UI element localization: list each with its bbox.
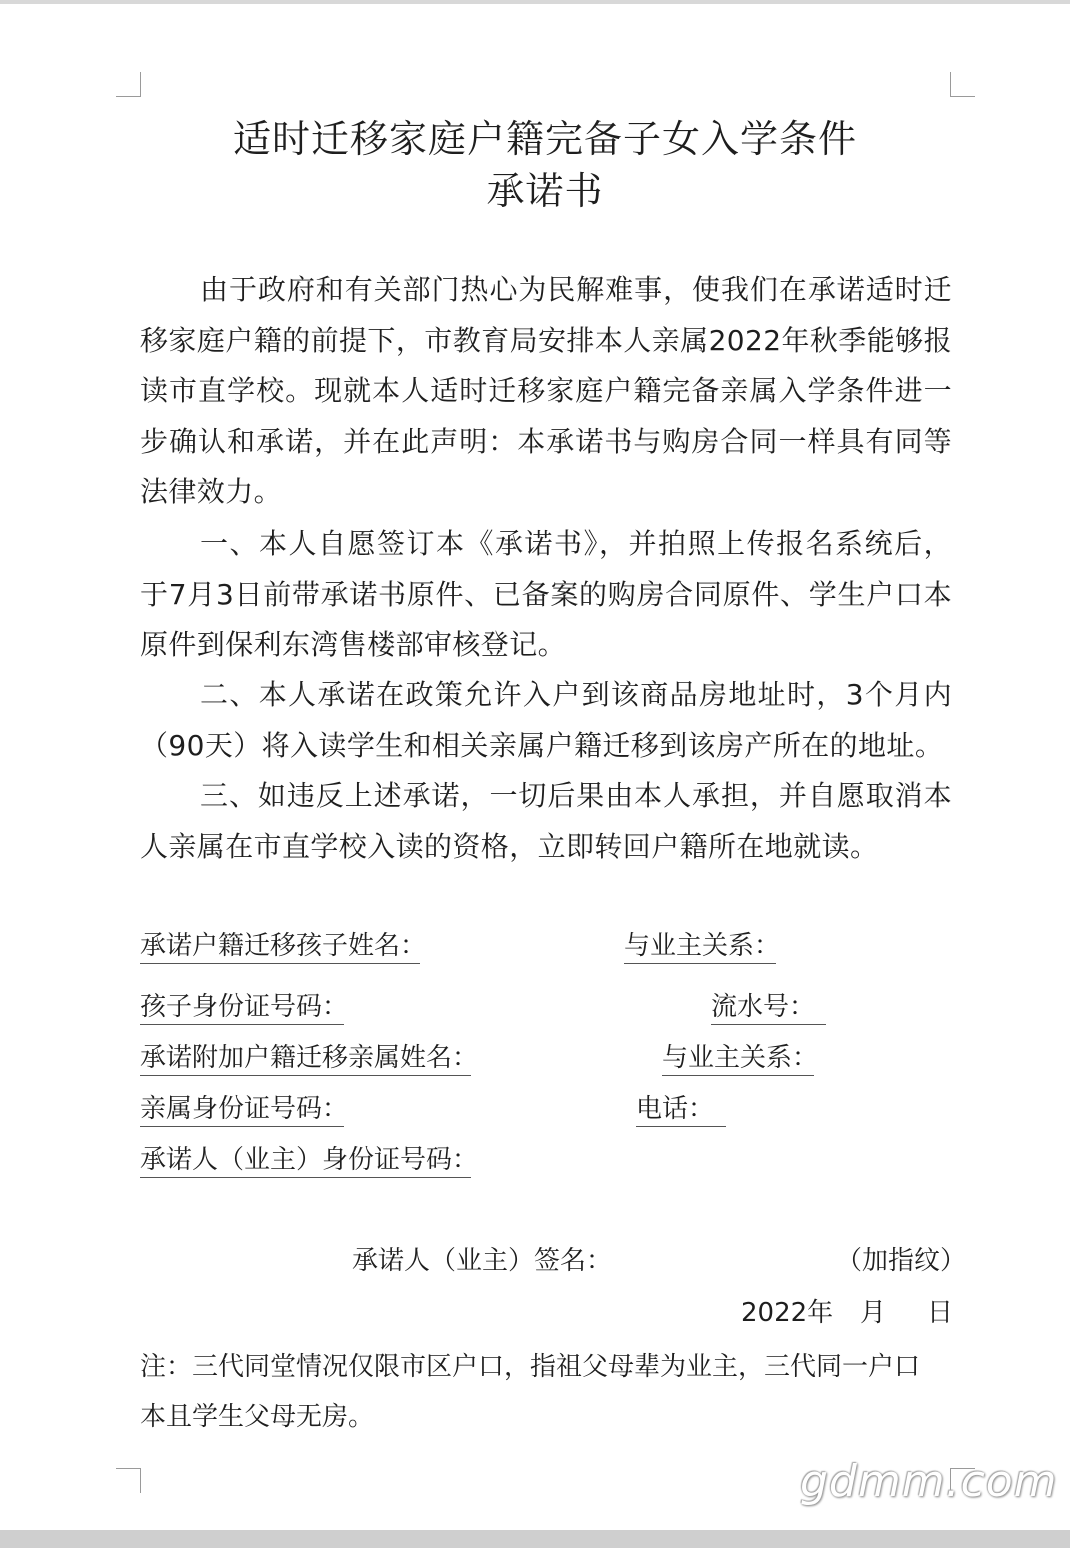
- top-edge: [0, 0, 1070, 4]
- watermark: gdmm.com: [800, 1456, 1058, 1507]
- relative-id-field[interactable]: 亲属身份证号码：: [140, 1092, 344, 1127]
- date-month: 月: [860, 1298, 887, 1328]
- page-corner-mark-top-left: [116, 72, 141, 97]
- relative-name-field[interactable]: 承诺附加户籍迁移亲属姓名：: [140, 1041, 471, 1076]
- relative-relation-field[interactable]: 与业主关系：: [662, 1041, 814, 1076]
- intro-paragraph: 由于政府和有关部门热心为民解难事，使我们在承诺适时迁移家庭户籍的前提下，市教育局安排本人亲属2022年秋季能够报读市直学校。现就本人适时迁移家庭户籍完备亲属入学条件进一步确认和承诺，并在此声明：本承诺书与购房合同一样具有同等法律效力。: [140, 273, 952, 508]
- page-corner-mark-top-right: [950, 72, 975, 97]
- bottom-edge: [0, 1530, 1070, 1548]
- document-subtitle: 承诺书: [486, 169, 604, 213]
- phone-field[interactable]: 电话：: [636, 1092, 726, 1127]
- date-day: 日: [927, 1298, 954, 1328]
- owner-id-field[interactable]: 承诺人（业主）身份证号码：: [140, 1143, 471, 1178]
- child-relation-field[interactable]: 与业主关系：: [624, 929, 776, 964]
- child-name-field[interactable]: 承诺户籍迁移孩子姓名：: [140, 929, 420, 964]
- serial-number-field[interactable]: 流水号：: [711, 990, 826, 1025]
- child-id-field[interactable]: 孩子身份证号码：: [140, 990, 344, 1025]
- clause-1: 一、本人自愿签订本《承诺书》，并拍照上传报名系统后，于7月3日前带承诺书原件、已备案的购房合同原件、学生户口本原件到保利东湾售楼部审核登记。: [140, 527, 952, 661]
- page-corner-mark-bottom-left: [116, 1468, 141, 1493]
- footnote: 注：三代同堂情况仅限市区户口，指祖父母辈为业主，三代同一户口本且学生父母无房。: [140, 1352, 921, 1432]
- clause-2: 二、本人承诺在政策允许入户到该商品房地址时，3个月内（90天）将入读学生和相关亲属户籍迁移到该房产所在的地址。: [140, 678, 952, 762]
- clause-3: 三、如违反上述承诺，一切后果由本人承担，并自愿取消本人亲属在市直学校入读的资格，立即转回户籍所在地就读。: [140, 779, 952, 863]
- document-title: 适时迁移家庭户籍完备子女入学条件: [232, 117, 857, 161]
- fingerprint-label: （加指纹）: [836, 1246, 967, 1276]
- date-year: 2022年: [741, 1298, 834, 1328]
- signature-label: 承诺人（业主）签名：: [352, 1246, 613, 1276]
